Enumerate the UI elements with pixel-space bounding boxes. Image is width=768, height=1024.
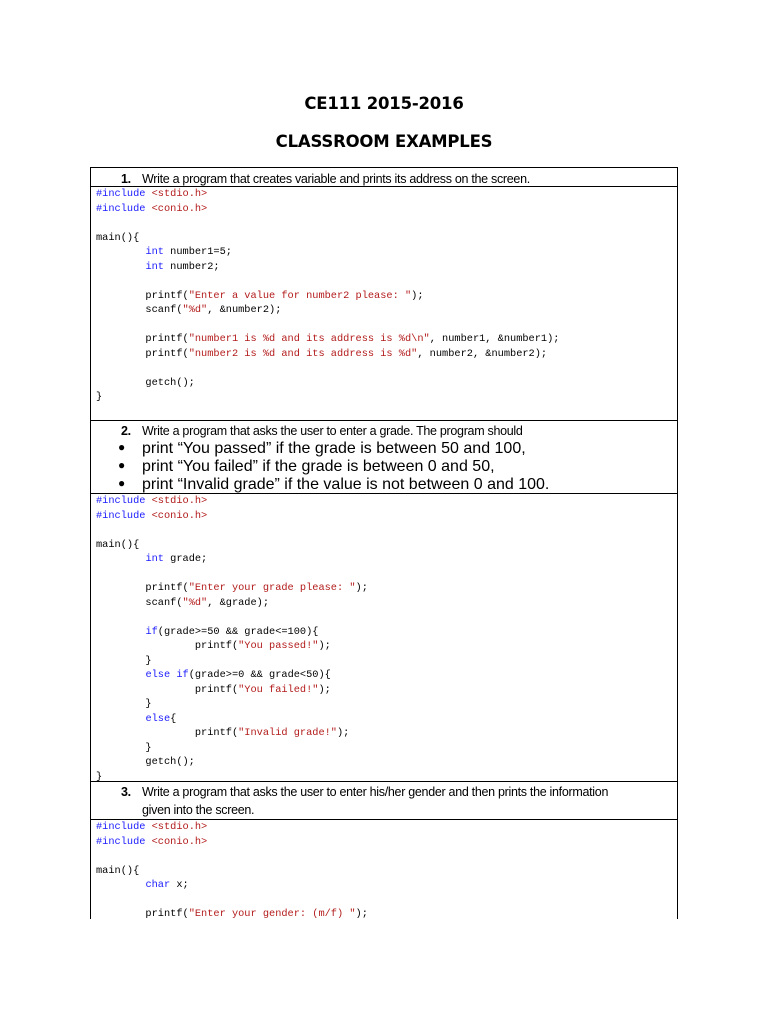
code-string: <stdio.h> [151,495,208,507]
code-keyword: else [145,712,171,725]
code-text: } [96,770,103,783]
code-text: printf( [96,640,239,652]
code-line [96,347,559,362]
code-text: scanf( [96,596,183,609]
code-text: } [96,698,152,710]
code-line [96,260,559,275]
code-text: ); [355,908,368,919]
example-1-question-text: Write a program that creates variable and prints its address on the screen. [142,172,530,186]
code-string: <conio.h> [151,202,208,215]
code-text [96,553,145,565]
code-keyword: else if [145,669,189,681]
code-text: printf( [96,289,189,302]
code-line [96,625,368,640]
code-text: number2; [163,260,220,273]
code-text: printf( [96,582,189,594]
code-line [96,878,368,893]
code-text [96,626,145,638]
code-string: "number1 is %d and its address is %d\n" [188,333,430,345]
code-text: ); [318,683,331,696]
code-text: scanf( [96,304,183,316]
code-line [96,581,368,596]
code-text: getch(); [96,756,195,768]
code-line [96,509,368,524]
example-1-number: 1. [121,172,131,186]
code-string: "%d" [182,596,208,609]
code-text: main(){ [96,231,140,244]
code-string: "Enter your gender: (m/f) " [188,908,356,919]
bullet-item: ● print “You passed” if the grade is between 50 and 100, [118,440,526,457]
code-line [96,835,368,850]
code-line [96,741,368,756]
code-line [96,893,368,908]
example-3-question-text: Write a program that asks the user to enter his/her gender and then prints the information given into the screen. [142,785,609,817]
code-string: "You failed!" [238,683,319,696]
code-line [96,318,559,333]
example-2-number: 2. [121,424,131,438]
code-string: "%d" [182,304,208,316]
code-line [96,216,559,231]
code-line [96,274,559,289]
code-text [96,879,145,891]
code-line [96,820,368,835]
example-2-question-text: Write a program that asks the user to enter a grade. The program should [142,424,523,438]
code-string: <stdio.h> [151,188,208,200]
code-line [96,596,368,611]
code-text: ); [411,289,424,302]
example-2-code [96,494,368,784]
bullet-item: ● print “You failed” if the grade is between 0 and 50, [118,458,495,475]
code-keyword: char [145,879,171,891]
code-string: <conio.h> [151,509,208,522]
code-line [96,289,559,304]
code-text: ); [318,640,331,652]
code-line [96,552,368,567]
code-text: (grade>=0 && grade<50){ [188,669,331,681]
code-text: printf( [96,347,189,360]
code-keyword: #include [96,821,146,833]
code-line [96,755,368,770]
examples-table [90,167,678,919]
code-line [96,303,559,318]
bullet-icon: ● [118,458,126,472]
code-text: main(){ [96,864,140,877]
bullet-icon: ● [118,440,126,454]
example-1-code [96,187,559,405]
code-line [96,712,368,727]
code-line [96,390,559,405]
code-string: "Enter a value for number2 please: " [188,289,412,302]
code-text: ); [337,727,350,739]
code-line [96,187,559,202]
code-line [96,202,559,217]
code-line [96,697,368,712]
code-keyword: #include [96,509,146,522]
code-line [96,567,368,582]
code-string: "You passed!" [238,640,319,652]
code-string: "Enter your grade please: " [188,582,356,594]
example-3-code [96,820,368,919]
code-line [96,361,559,376]
row-divider [91,781,677,782]
code-line [96,376,559,391]
code-text: } [96,654,152,667]
code-line [96,907,368,919]
bullet-item: ● print “Invalid grade” if the value is not between 0 and 100. [118,476,550,493]
code-text: getch(); [96,376,195,389]
code-text: printf( [96,727,239,739]
code-text: number1=5; [163,246,232,258]
document-title: CE111 2015-2016 [304,94,464,113]
document-subtitle: CLASSROOM EXAMPLES [275,132,493,151]
code-keyword: #include [96,202,146,215]
code-line [96,668,368,683]
code-line [96,726,368,741]
code-text: , &number2); [207,304,282,316]
code-line [96,683,368,698]
code-text: x; [170,879,189,891]
code-text: } [96,741,152,754]
code-text: , number2, &number2); [417,347,548,360]
code-string: "number2 is %d and its address is %d" [188,347,418,360]
code-text [96,261,145,273]
code-string: "Invalid grade!" [238,727,337,739]
code-text: grade; [163,553,208,565]
code-line [96,538,368,553]
code-line [96,639,368,654]
code-keyword: int [145,260,164,273]
code-keyword: if [145,625,158,638]
code-text: { [170,712,177,725]
code-text: ); [355,582,368,594]
code-line [96,245,559,260]
code-text [96,669,145,681]
code-line [96,494,368,509]
code-keyword: #include [96,188,146,200]
code-text: (grade>=50 && grade<=100){ [157,625,319,638]
code-text: printf( [96,683,239,696]
example-3-number: 3. [121,785,131,799]
bullet-icon: ● [118,476,126,490]
code-line [96,610,368,625]
row-divider [91,420,677,421]
code-string: <conio.h> [151,835,208,848]
code-text: main(){ [96,538,140,551]
example-2-bullet-list [91,440,677,494]
code-text [96,246,145,258]
code-line [96,864,368,879]
code-line [96,231,559,246]
code-text: printf( [96,908,189,919]
code-line [96,332,559,347]
code-keyword: int [145,553,164,565]
code-keyword: int [145,246,164,258]
code-text: , &grade); [207,596,270,609]
code-keyword: #include [96,495,146,507]
code-line [96,849,368,864]
code-text [96,713,145,725]
code-string: <stdio.h> [151,821,208,833]
code-text: printf( [96,333,189,345]
code-text: , number1, &number1); [429,333,560,345]
code-line [96,523,368,538]
code-keyword: #include [96,835,146,848]
code-line [96,654,368,669]
code-text: } [96,391,103,403]
